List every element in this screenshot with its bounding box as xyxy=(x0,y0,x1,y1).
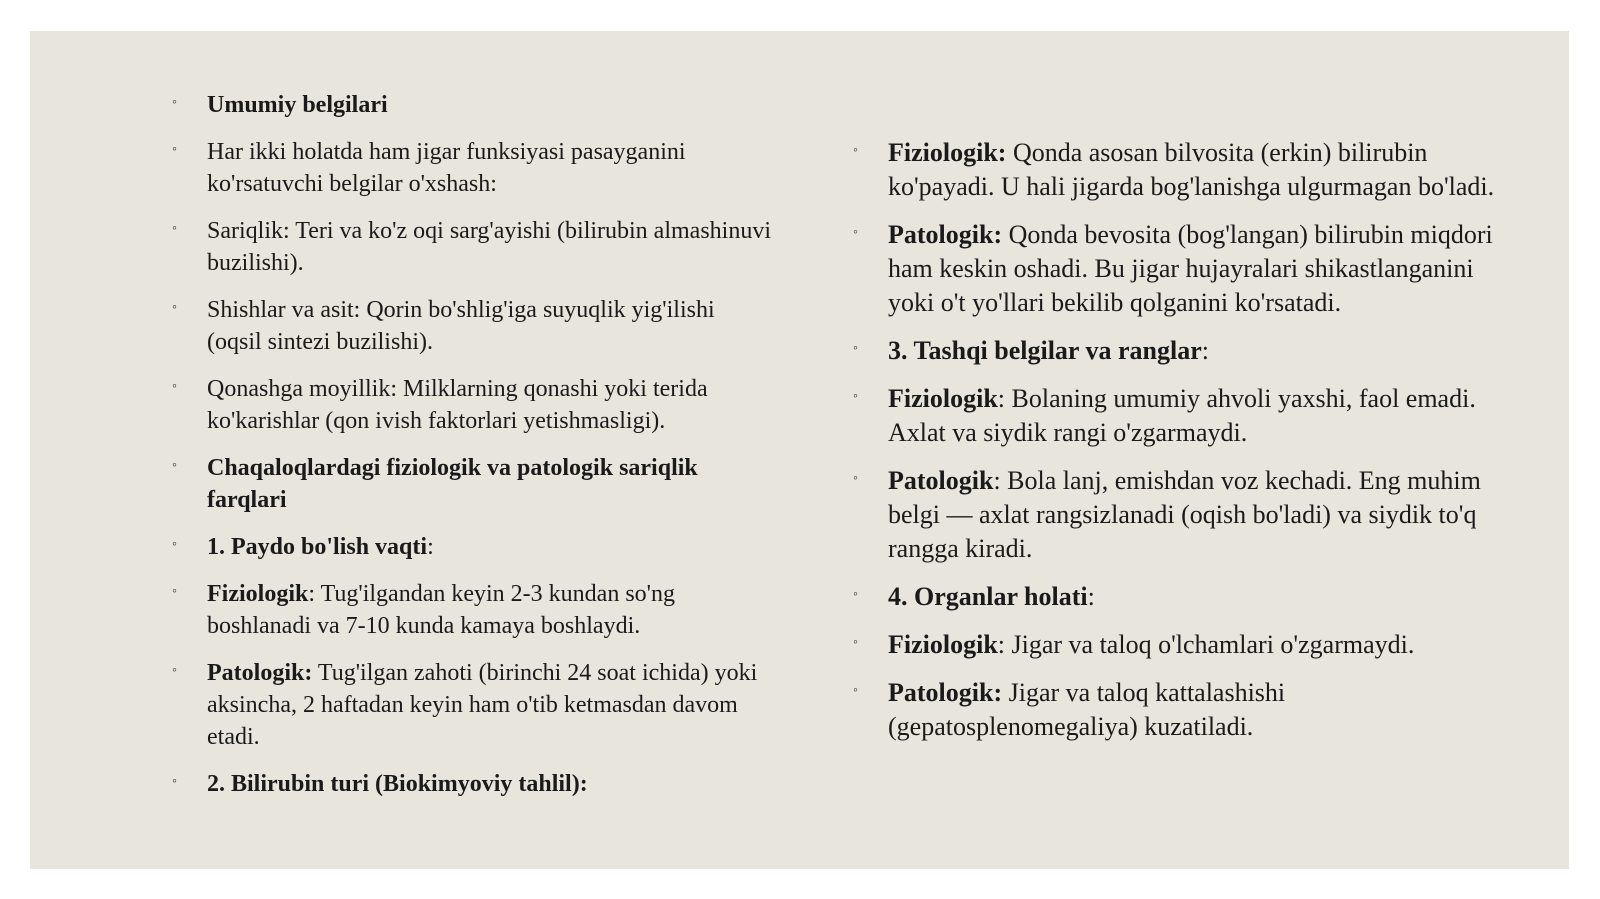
bullet-icon: ◦ xyxy=(172,458,177,473)
bullet-icon: ◦ xyxy=(172,300,177,315)
list-item xyxy=(172,373,772,437)
item-bold-text: Patologik: xyxy=(888,220,1003,249)
bullet-icon: ◦ xyxy=(172,95,177,110)
list-item xyxy=(853,628,1513,662)
item-bold-text: 1. Paydo bo'lish vaqti xyxy=(207,534,428,560)
list-item xyxy=(172,294,772,358)
item-bold-text: Fiziologik xyxy=(888,384,998,413)
item-bold-text: Umumiy belgilari xyxy=(207,92,388,118)
item-text: : xyxy=(1087,582,1095,611)
bullet-icon: ◦ xyxy=(853,587,858,602)
item-text: : Jigar va taloq o'lchamlari o'zgarmaydi. xyxy=(997,630,1415,659)
slide xyxy=(30,31,1569,869)
bullet-icon: ◦ xyxy=(853,341,858,356)
right-column xyxy=(853,136,1513,758)
item-text: : xyxy=(1201,336,1209,365)
list-item xyxy=(853,464,1513,566)
item-bold-text: 3. Tashqi belgilar va ranglar xyxy=(888,336,1202,365)
item-text: Har ikki holatda ham jigar funksiyasi pasayganini ko'rsatuvchi belgilar o'xshash: xyxy=(207,139,686,197)
list-item xyxy=(172,452,772,516)
item-text: Jigar va taloq kattalashishi (gepatosplenomegaliya) kuzatiladi. xyxy=(888,678,1286,741)
bullet-icon: ◦ xyxy=(853,143,858,158)
list-item xyxy=(853,676,1513,744)
list-item xyxy=(853,218,1513,320)
list-item xyxy=(172,578,772,642)
list-item xyxy=(853,382,1513,450)
item-text: Qonda asosan bilvosita (erkin) bilirubin ko'payadi. U hali jigarda bog'lanishga ulgurmagan bo'ladi. xyxy=(888,138,1495,201)
bullet-icon: ◦ xyxy=(172,379,177,394)
item-text: Qonashga moyillik: Milklarning qonashi yoki terida ko'karishlar (qon ivish faktorlari yetishmasligi). xyxy=(207,376,708,434)
item-bold-text: 2. Bilirubin turi (Biokimyoviy tahlil): xyxy=(207,771,588,797)
item-bold-text: Fiziologik xyxy=(207,581,309,607)
bullet-icon: ◦ xyxy=(853,683,858,698)
list-item xyxy=(853,334,1513,368)
item-text: : Bola lanj, emishdan voz kechadi. Eng muhim belgi — axlat rangsizlanadi (oqish bo'ladi) va siydik to'q rangga kiradi. xyxy=(888,466,1481,563)
list-item xyxy=(172,657,772,753)
item-bold-text: Patologik: xyxy=(207,660,313,686)
bullet-icon: ◦ xyxy=(172,537,177,552)
bullet-icon: ◦ xyxy=(853,225,858,240)
item-bold-text: 4. Organlar holati xyxy=(888,582,1088,611)
item-text: Sariqlik: Teri va ko'z oqi sarg'ayishi (bilirubin almashinuvi buzilishi). xyxy=(207,218,771,276)
item-bold-text: Fiziologik xyxy=(888,630,998,659)
list-item xyxy=(172,136,772,200)
list-item xyxy=(853,136,1513,204)
bullet-icon: ◦ xyxy=(172,663,177,678)
item-bold-text: Chaqaloqlardagi fiziologik va patologik sariqlik farqlari xyxy=(207,455,698,513)
list-item xyxy=(172,89,772,121)
list-item xyxy=(172,215,772,279)
bullet-icon: ◦ xyxy=(172,221,177,236)
item-text: Qonda bevosita (bog'langan) bilirubin miqdori ham keskin oshadi. Bu jigar hujayralari shikastlanganini yoki o't yo'llari bekilib qolganini ko'rsatadi. xyxy=(888,220,1493,317)
list-item xyxy=(853,580,1513,614)
bullet-icon: ◦ xyxy=(853,389,858,404)
item-bold-text: Patologik: xyxy=(888,678,1003,707)
list-item xyxy=(172,531,772,563)
bullet-icon: ◦ xyxy=(853,471,858,486)
item-bold-text: Patologik xyxy=(888,466,994,495)
item-text: : xyxy=(427,534,434,560)
list-item xyxy=(172,768,772,800)
item-text: : Bolaning umumiy ahvoli yaxshi, faol emadi. Axlat va siydik rangi o'zgarmaydi. xyxy=(888,384,1476,447)
item-text: : Tug'ilgandan keyin 2-3 kundan so'ng boshlanadi va 7-10 kunda kamaya boshlaydi. xyxy=(207,581,675,639)
item-text: Tug'ilgan zahoti (birinchi 24 soat ichida) yoki aksincha, 2 haftadan keyin ham o'tib ketmasdan davom etadi. xyxy=(207,660,758,750)
bullet-icon: ◦ xyxy=(172,774,177,789)
item-bold-text: Fiziologik: xyxy=(888,138,1007,167)
bullet-icon: ◦ xyxy=(853,635,858,650)
item-text: Shishlar va asit: Qorin bo'shlig'iga suyuqlik yig'ilishi (oqsil sintezi buzilishi). xyxy=(207,297,715,355)
bullet-icon: ◦ xyxy=(172,584,177,599)
bullet-icon: ◦ xyxy=(172,142,177,157)
left-column xyxy=(172,89,772,815)
